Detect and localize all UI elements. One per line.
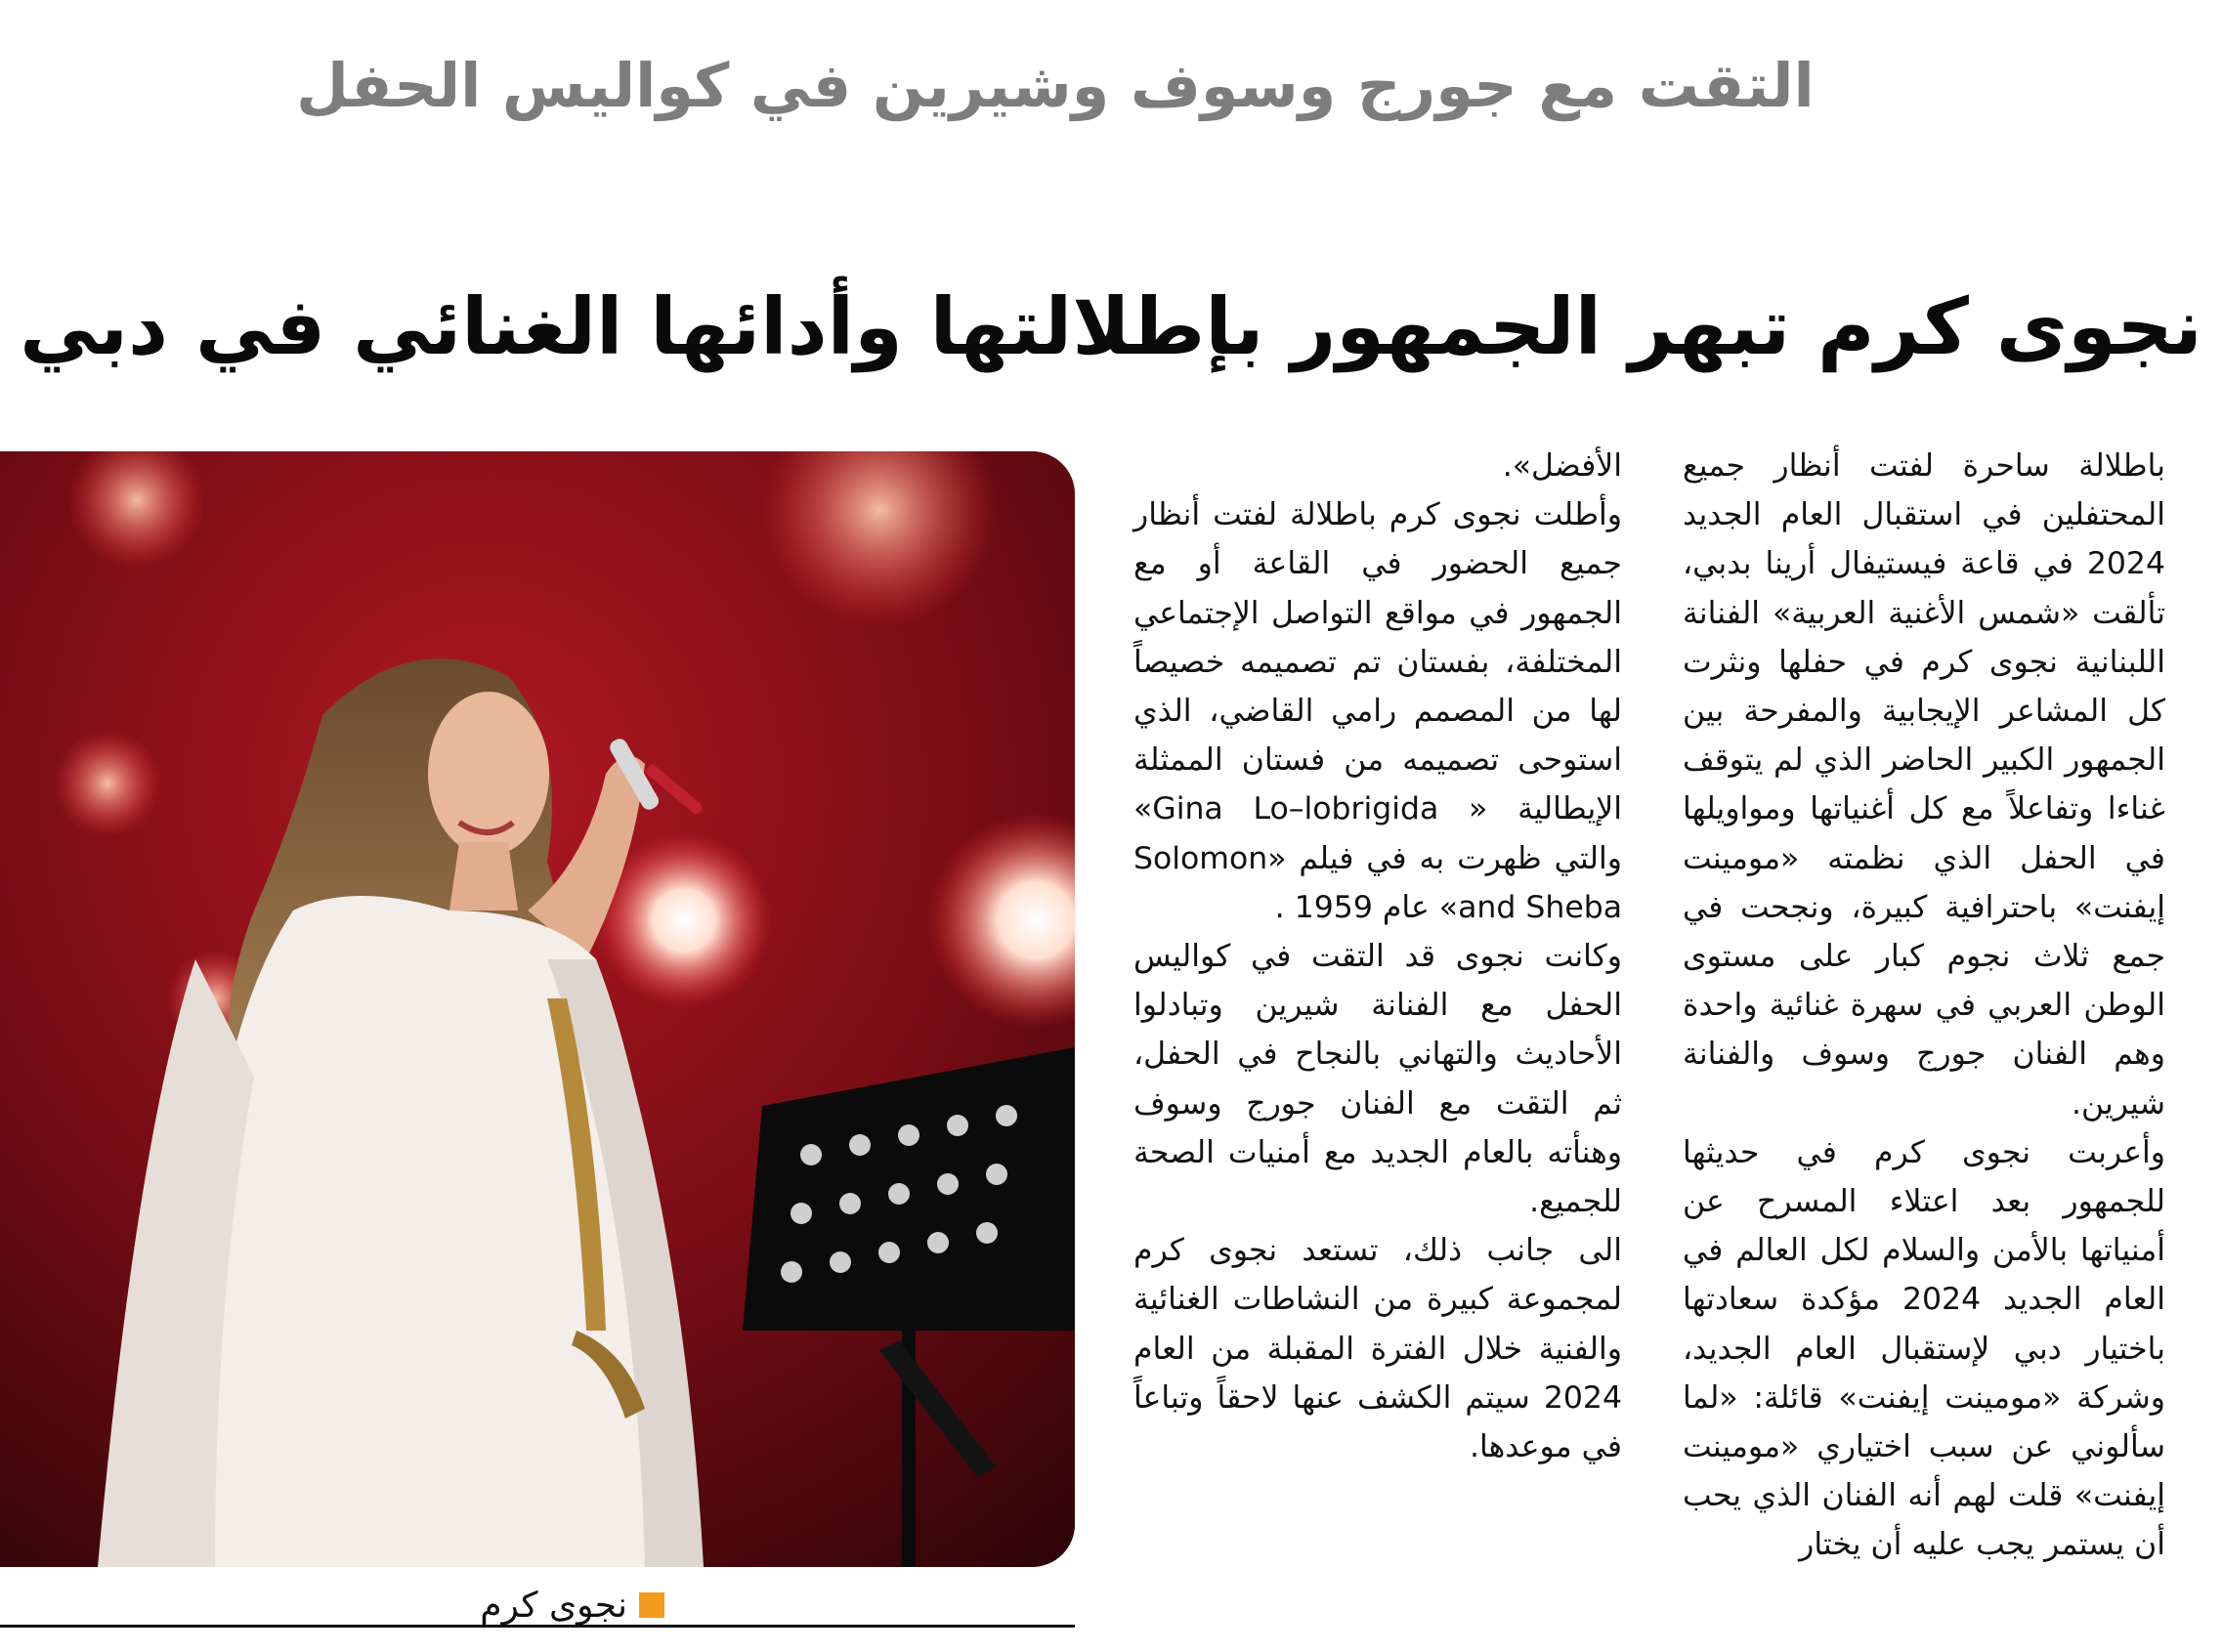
article-paragraph: باطلالة ساحرة لفتت أنظار جميع المحتفلين في استقبال العام الجديد 2024 في قاعة فيستيفال أرينا بدبي، تألقت «شمس الأغنية العربية» الفنانة اللبنانية نجوى كرم في حفلها ونثرت كل المشاعر الإيجابية والمفرحة بين الجمهور الكبير الحاضر الذي لم يتوقف غناءا وتفاعلاً مع كل أغنياتها ومواويلها في الحفل الذي نظمته «مومينت إيفنت» باحترافية كبيرة، ونجحت في جمع ثلاث نجوم كبار على مستوى الوطن العربي في سهرة غنائية واحدة وهم الفنان جورج وسوف والفنانة شيرين. xyxy=(1683,448,2165,1122)
main-headline: نجوى كرم تبهر الجمهور بإطلالتها وأدائها الغنائي في دبي xyxy=(20,281,2202,372)
article-paragraph: وكانت نجوى قد التقت في كواليس الحفل مع الفنانة شيرين وتبادلوا الأحاديث والتهاني بالنجاح في الحفل، ثم التقت مع الفنان جورج وسوف وهنأته بالعام الجديد مع أمنيات الصحة للجميع. xyxy=(1133,939,1622,1220)
article-paragraph: الى جانب ذلك، تستعد نجوى كرم لمجموعة كبيرة من النشاطات الغنائية والفنية خلال الفترة المقبلة من العام 2024 سيتم الكشف عنها لاحقاً وتباعاً في موعدها. xyxy=(1133,1233,1622,1465)
article-paragraph: الأفضل». xyxy=(1502,448,1622,484)
article-column-middle xyxy=(1133,442,1622,1471)
article-column-right xyxy=(1683,442,2165,1570)
article-photo xyxy=(0,451,1075,1567)
bottom-rule-divider xyxy=(0,1625,1075,1628)
article-paragraph: وأطلت نجوى كرم باطلالة لفتت أنظار جميع الحضور في القاعة أو مع الجمهور في مواقع التواصل الإجتماعي المختلفة، بفستان تم تصميمه خصيصاً لها من المصمم رامي القاضي، الذي استوحى تصميمه من فستان الممثلة الإيطالية « Gina Lo–lobrigida» والتي ظهرت به في فيلم «Solomon and Sheba» عام 1959 . xyxy=(1133,497,1622,925)
singer-on-stage-illustration xyxy=(0,451,1075,1567)
caption-text: نجوى كرم xyxy=(480,1585,627,1626)
caption-marker-icon xyxy=(639,1592,664,1618)
article-paragraph: وأعربت نجوى كرم في حديثها للجمهور بعد اعتلاء المسرح عن أمنياتها بالأمن والسلام لكل العالم في العام الجديد 2024 مؤكدة سعادتها باختيار دبي لإستقبال العام الجديد، وشركة «مومينت إيفنت» قائلة: «لما سألوني عن سبب اختياري «مومينت إيفنت» قلت لهم أنه الفنان الذي يحب أن يستمر يجب عليه أن يختار xyxy=(1683,1134,2165,1563)
kicker-subheadline: التقت مع جورج وسوف وشيرين في كواليس الحفل xyxy=(296,50,1815,121)
